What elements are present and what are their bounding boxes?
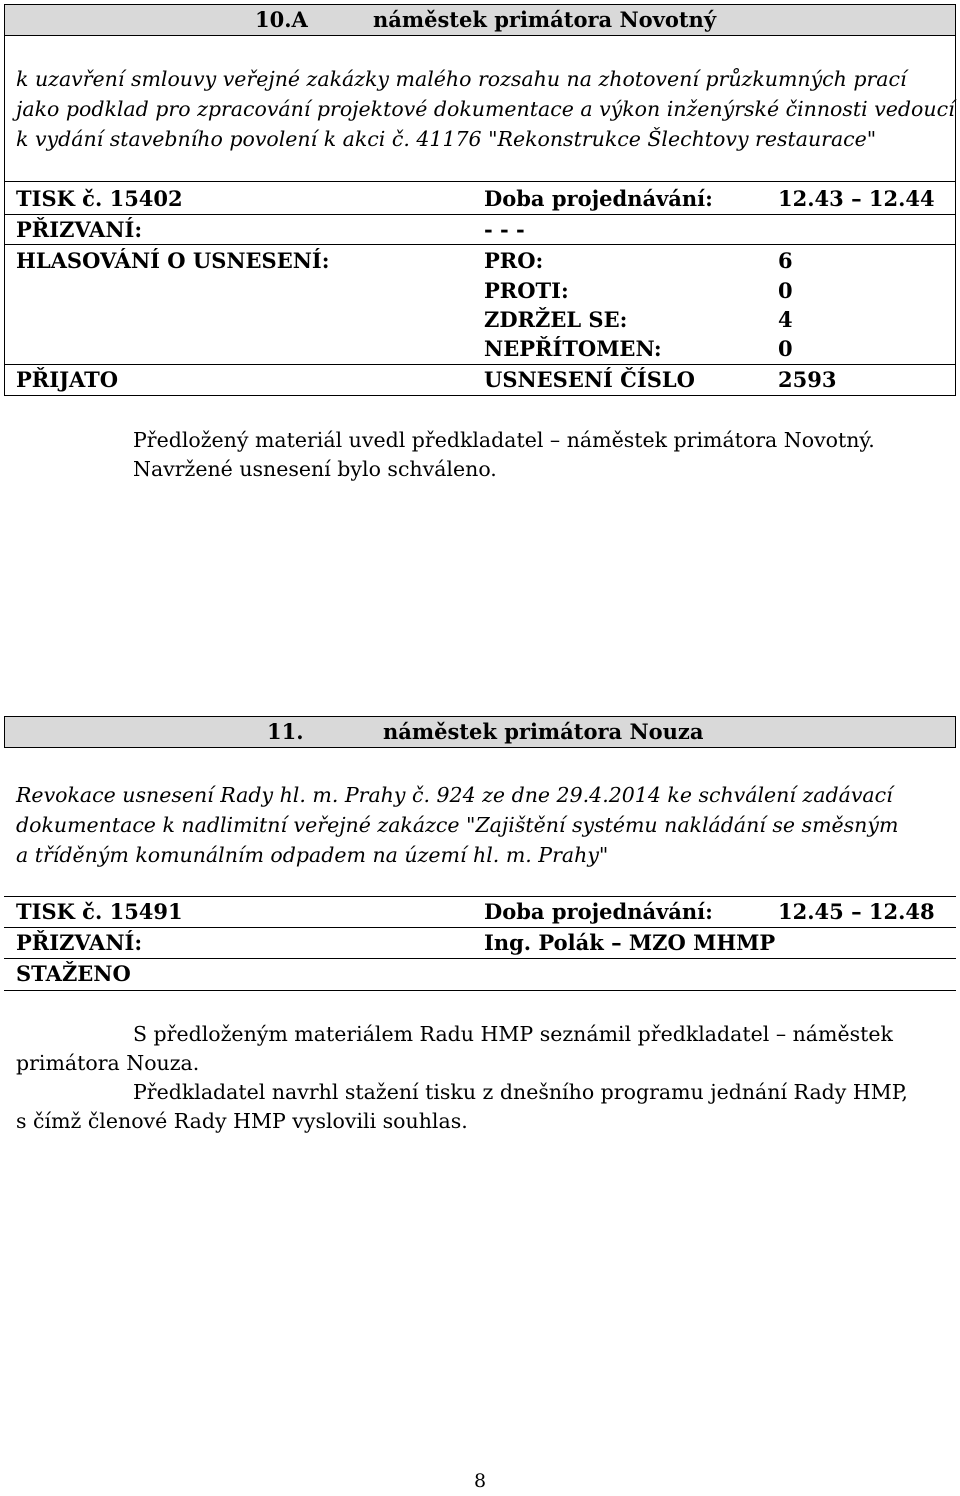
vote-value-nepritomen: 0 xyxy=(778,336,793,361)
row-divider xyxy=(4,214,956,215)
note-line: Předkladatel navrhl stažení tisku z dnešního programu jednání Rady HMP, xyxy=(133,1080,908,1104)
prizvani-label: PŘIZVANÍ: xyxy=(16,930,143,955)
vote-label-nepritomen: NEPŘÍTOMEN: xyxy=(484,336,662,361)
row-divider xyxy=(4,927,956,928)
note-line: primátora Nouza. xyxy=(16,1051,200,1075)
prizvani-value: Ing. Polák – MZO MHMP xyxy=(484,930,776,955)
note-line: s čímž členové Rady HMP vyslovili souhlas. xyxy=(16,1109,468,1133)
row-divider xyxy=(4,244,956,245)
vote-label-zdrzel: ZDRŽEL SE: xyxy=(484,307,628,332)
item-notes xyxy=(16,1020,908,1136)
subject-line: jako podklad pro zpracování projektové dokumentace a výkon inženýrské činnosti vedoucí xyxy=(16,97,955,121)
vote-value-zdrzel: 4 xyxy=(778,307,793,332)
doba-value: 12.45 – 12.48 xyxy=(778,899,935,924)
vote-value-pro: 6 xyxy=(778,248,793,273)
usneseni-number: 2593 xyxy=(778,367,837,392)
subject-line: dokumentace k nadlimitní veřejné zakázce "Zajištění systému nakládání se směsným xyxy=(16,813,899,837)
note-line: S předloženým materiálem Radu HMP seznámil předkladatel – náměstek xyxy=(133,1022,893,1046)
row-divider xyxy=(4,990,956,991)
item-presenter: náměstek primátora Nouza xyxy=(383,719,704,744)
subject-line: a tříděným komunálním odpadem na území hl. m. Prahy" xyxy=(16,843,609,867)
subject-line: Revokace usnesení Rady hl. m. Prahy č. 924 ze dne 29.4.2014 ke schválení zadávací xyxy=(16,783,893,807)
prizvani-label: PŘIZVANÍ: xyxy=(16,217,143,242)
item-header xyxy=(4,716,956,748)
item-subject xyxy=(16,64,955,154)
subject-line: k vydání stavebního povolení k akci č. 41176 "Rekonstrukce Šlechtovy restaurace" xyxy=(16,127,877,151)
page-number: 8 xyxy=(474,1470,487,1492)
hlasovani-label: HLASOVÁNÍ O USNESENÍ: xyxy=(16,248,330,273)
doba-label: Doba projednávání: xyxy=(484,186,713,211)
note-line: Předložený materiál uvedl předkladatel – náměstek primátora Novotný. xyxy=(133,428,875,452)
result-status: PŘIJATO xyxy=(16,367,119,392)
result-status: STAŽENO xyxy=(16,961,131,986)
item-subject xyxy=(16,780,898,870)
row-divider xyxy=(4,958,956,959)
item-notes xyxy=(133,426,875,484)
doba-value: 12.43 – 12.44 xyxy=(778,186,935,211)
vote-label-proti: PROTI: xyxy=(484,278,569,303)
item-number: 10.A xyxy=(255,7,308,32)
note-line: Navržené usnesení bylo schváleno. xyxy=(133,457,497,481)
vote-label-pro: PRO: xyxy=(484,248,544,273)
item-number: 11. xyxy=(267,719,304,744)
prizvani-value: - - - xyxy=(484,217,525,242)
tisk-number: TISK č. 15491 xyxy=(16,899,183,924)
item-header xyxy=(4,4,956,36)
usneseni-label: USNESENÍ ČÍSLO xyxy=(484,367,695,392)
doba-label: Doba projednávání: xyxy=(484,899,713,924)
vote-value-proti: 0 xyxy=(778,278,793,303)
tisk-number: TISK č. 15402 xyxy=(16,186,183,211)
item-presenter: náměstek primátora Novotný xyxy=(373,7,717,32)
subject-line: k uzavření smlouvy veřejné zakázky malého rozsahu na zhotovení průzkumných prací xyxy=(16,67,907,91)
